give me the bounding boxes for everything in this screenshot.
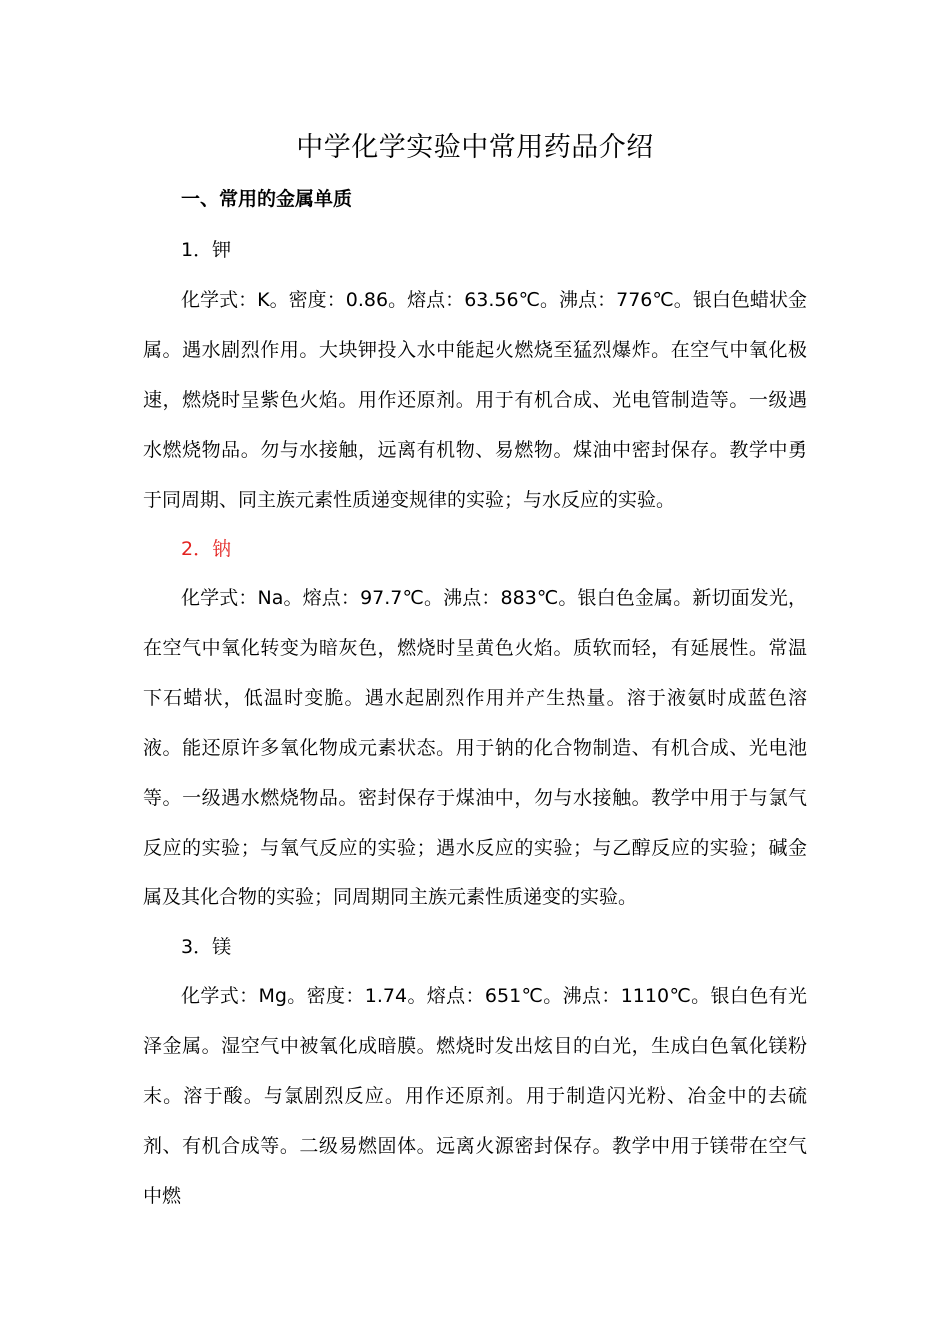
item-heading-magnesium: 3．镁 [181, 936, 232, 958]
document-title: 中学化学实验中常用药品介绍 [296, 132, 654, 163]
section-heading-metals: 一、常用的金属单质 [181, 188, 353, 210]
paragraph-potassium: 化学式：K。密度：0.86。熔点：63.56℃。沸点：776℃。银白色蜡状金属。遇水剧烈作用。大块钾投入水中能起火燃烧至猛烈爆炸。在空气中氧化极速，燃烧时呈紫色火焰。用作还原剂。用于有机合成、光电管制造等。一级遇水燃烧物品。勿与水接触，远离有机物、易燃物。煤油中密封保存。教学中勇于同周期、同主族元素性质递变规律的实验；与水反应的实验。 [143, 289, 807, 511]
paragraph-magnesium: 化学式：Mg。密度：1.74。熔点：651℃。沸点：1110℃。银白色有光泽金属。湿空气中被氧化成暗膜。燃烧时发出炫目的白光，生成白色氧化镁粉末。溶于酸。与氯剧烈反应。用作还原剂。用于制造闪光粉、冶金中的去硫剂、有机合成等。二级易燃固体。远离火源密封保存。教学中用于镁带在空气中燃 [143, 985, 807, 1207]
item-heading-potassium: 1．钾 [181, 239, 232, 261]
paragraph-sodium: 化学式：Na。熔点：97.7℃。沸点：883℃。银白色金属。新切面发光，在空气中氧化转变为暗灰色，燃烧时呈黄色火焰。质软而轻，有延展性。常温下石蜡状，低温时变脆。遇水起剧烈作用并产生热量。溶于液氨时成蓝色溶液。能还原许多氧化物成元素状态。用于钠的化合物制造、有机合成、光电池等。一级遇水燃烧物品。密封保存于煤油中，勿与水接触。教学中用于与氯气反应的实验；与氧气反应的实验；遇水反应的实验；与乙醇反应的实验；碱金属及其化合物的实验；同周期同主族元素性质递变的实验。 [143, 587, 807, 909]
item-heading-sodium: 2．钠 [181, 538, 232, 560]
